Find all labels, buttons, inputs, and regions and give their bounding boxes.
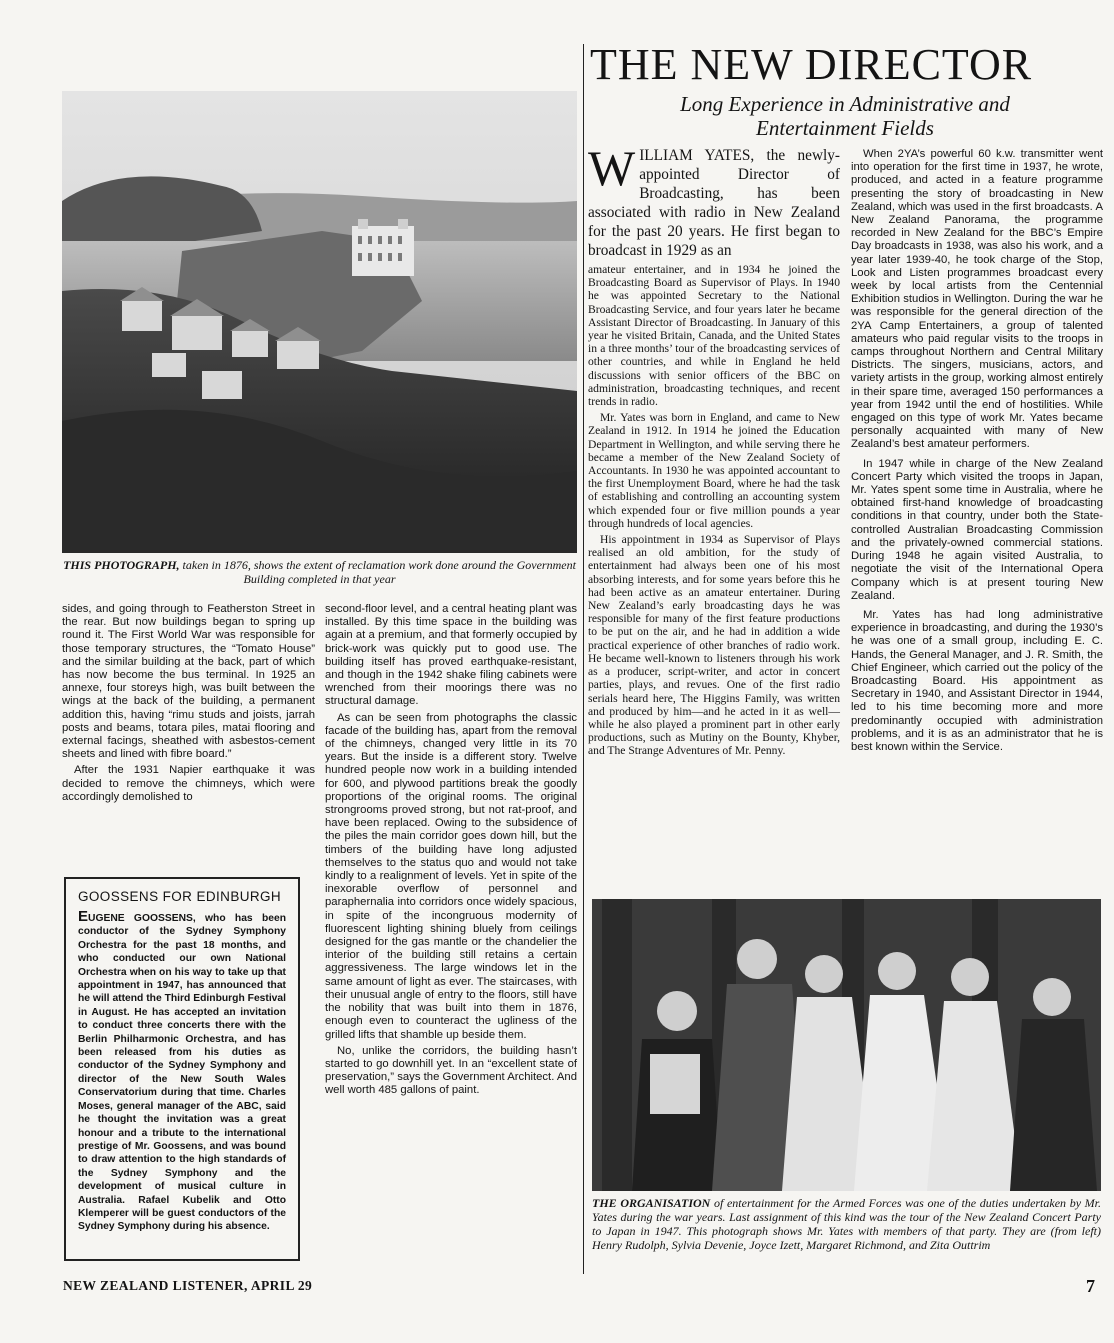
- article-dropcap: W: [588, 140, 636, 196]
- building-paragraph: sides, and going through to Featherston Street in the rear. But now buildings began to spring up round it. The First World War was responsible for those temporary structures, the “Tomato House” and the similar building at the back, part of which has now become the bus terminal. In 1925 an annexe, four storeys high, was built between the wings at the back of the building, a permanent addition this, having “rimu studs and joists, jarrah posts and beams, totara piles, matai flooring and external facings, sheathed with asbestos-cement sheets and lined with fibre board.”: [62, 603, 315, 761]
- masthead-footer: NEW ZEALAND LISTENER, APRIL 29: [63, 1278, 313, 1293]
- column-divider: [583, 44, 584, 1274]
- goossens-body: UGENE GOOSSENS, who has been conductor of the Sydney Symphony Orchestra for the past 18 months, and who conducted our own National Orchestra when on his way to take up that appointment in 1947, has announced that he will attend the Third Edinburgh Festival in August. He has accepted an invitation to conduct three concerts there with the Berlin Philharmonic Orchestra, and has been released from his duties as conductor of the Sydney Symphony and director of the New South Wales Conservatorium during that time. Charles Moses, general manager of the ABC, said he thought the invitation was a great honour and a tribute to the international prestige of Mr. Goossens, and was bound to draw attention to the high standards of the Sydney Symphony and the development of musical culture in Australia. Rafael Kubelik and Otto Klemperer will be guest conductors of the Sydney Symphony during his absence.: [78, 913, 286, 1233]
- goossens-box: [64, 877, 300, 1261]
- lead-caps: ILLIAM YATES,: [639, 147, 755, 164]
- building-article-col1: [62, 603, 315, 807]
- building-paragraph: As can be seen from photographs the classic facade of the building has, apart from the removal of the chimneys, changed very little in its 70 years. But the inside is a different story. Twelve hundred people now work in a building intended for 600, and plywood partitions break the goodly proportions of the original rooms. The original strongrooms proved strong, but not rat-proof, and have been replaced. Owing to the subsidence of the piles the main corridor goes down hill, but the timbers of the building have long adjusted themselves to the status quo and would not take kindly to a realignment of levels. Yet in spite of the inexorable overflow of personnel and paraphernalia into corridors once widely spacious, in spite of the incongruous modernity of fluorescent lighting shining bluely from ceilings designed for the gas mantle or the chandelier the interior of the building still retains a certain aggressiveness. The large windows let in the same amount of light as ever. The staircases, with their unusual angle of entry to the floors, still have the nobility that was built into them in 1876, enough even to counteract the ugliness of the grilled lifts that shamble up beside them.: [325, 711, 577, 1041]
- building-paragraph: second-floor level, and a central heating plant was installed. By this time space in the building was again at a premium, and that formerly occupied by brick-work was quickly put to good use. The building itself has proved earthquake-resistant, and though in the 1942 shake filing cabinets were wrenched from their moorings there was no structural damage.: [325, 603, 577, 708]
- reclamation-photo: [62, 91, 577, 553]
- article-paragraph: In 1947 while in charge of the New Zealand Concert Party which visited the troops in Japan, Mr. Yates spent some time in Australia, where he obtained first-hand knowledge of broadcasting conditions in that country, under both the State-controlled Australian Broadcasting Commission and the privately-owned commercial stations. During 1948 he again visited Australia, to negotiate the visit of the International Opera Company which is at present touring New Zealand.: [851, 457, 1103, 602]
- subhead-line2: Entertainment Fields: [756, 116, 934, 140]
- subhead-line1: Long Experience in Administrative and: [680, 92, 1010, 116]
- director-article-col1: [588, 140, 840, 761]
- lead-text: the newly-appointed Director of Broadcasting, has been associated with radio in New Zealand for the past 20 years. He first began to broadcast in 1929 as an: [588, 147, 840, 259]
- goossens-dropcap: E: [78, 908, 89, 925]
- director-article-col2: [851, 148, 1103, 757]
- concert-party-photo-art: [592, 899, 1101, 1191]
- caption-lead: THE ORGANISATION: [592, 1196, 711, 1210]
- caption-body: of entertainment for the Armed Forces was one of the duties undertaken by Mr. Yates during the war years. Last assignment of this kind was the tour of the New Zealand Concert Party to Japan in 1947. This photograph shows Mr. Yates with members of that party. They are (from left) Henry Rudolph, Sylvia Devenie, Joyce Izett, Margaret Richmond, and Zita Outtrim: [592, 1196, 1101, 1252]
- article-paragraph: His appointment in 1934 as Supervisor of Plays realised an old ambition, for the study of entertainment had always been one of his most absorbing interests, and for some years before this he had been active as an amateur entertainer. During New Zealand’s early broadcasting days he was responsible for many of the first feature productions to be put on the air, and he had in addition a wide practical experience of other branches of radio work. He became well-known to listeners through his work as a producer, script-writer, and actor in concert parties, plays, and revues. One of the first radio serials heard here, The Higgins Family, was written and produced by him—and he acted in it as well—while he also played a prominent part in other early productions, such as Mutiny on the Bounty, Khyber, and The Strange Adventures of Mr. Penny.: [588, 533, 840, 758]
- goossens-text: [78, 910, 286, 1234]
- article-paragraph: amateur entertainer, and in 1934 he joined the Broadcasting Board as Supervisor of Plays. In 1940 he was appointed Secretary to the National Broadcasting Service, and four years later he became Assistant Director of Broadcasting. In January of this year he visited Britain, Canada, and the United States in a three months’ tour of the broadcasting services of other countries, and while in England he held discussions with senior officers of the BBC on administration, broadcasting techniques, and recent trends in radio.: [588, 263, 840, 409]
- page-number: 7: [1086, 1276, 1096, 1296]
- caption-lead: THIS PHOTOGRAPH,: [63, 558, 180, 572]
- article-headline: THE NEW DIRECTOR: [590, 40, 1033, 89]
- article-paragraph: When 2YA’s powerful 60 k.w. transmitter went into operation for the first time in 1937, he wrote, produced, and acted in a feature programme presenting the story of broadcasting in New Zealand, which was used in the first broadcasts. A New Zealand Panorama, the programme recorded in New Zealand for the BBC’s Empire Day broadcasts in 1938, was also his work, and a year later 1939-40, he took charge of the Stop, Look and Listen programmes broadcast every week by local artists from the Centennial Exhibition studios in Wellington. During the war he was responsible for the general direction of the 2YA Camp Entertainers, a group of talented amateurs who paid regular visits to the troops in camps throughout Northern and Central Military Districts. The singers, musicians, actors, and variety artists in the group, working almost entirely in their spare time, averaged 150 performances a year from 1942 until the end of hostilities. While engaged on this type of work Mr. Yates became personally acquainted with many of New Zealand’s best amateur performers.: [851, 148, 1103, 451]
- reclamation-photo-caption: [62, 558, 577, 586]
- building-article-col2: [325, 603, 577, 1101]
- lead-paragraph: [588, 140, 840, 260]
- concert-party-caption: [592, 1196, 1101, 1252]
- article-paragraph: Mr. Yates was born in England, and came to New Zealand in 1912. In 1914 he joined the Education Department in Wellington, and while serving there he became a member of the New Zealand Society of Accountants. In 1930 he was appointed accountant to the first Unemployment Board, where he had the task of establishing and controlling an accounting system which expended four or five million pounds a year through hundreds of local agencies.: [588, 411, 840, 530]
- building-paragraph: After the 1931 Napier earthquake it was decided to remove the chimneys, which were accordingly demolished to: [62, 764, 315, 803]
- concert-party-photo: [592, 899, 1101, 1191]
- article-subhead: [590, 92, 1100, 140]
- reclamation-photo-art: [62, 91, 577, 553]
- caption-body: taken in 1876, shows the extent of reclamation work done around the Government Building completed in that year: [182, 558, 576, 586]
- article-paragraph: Mr. Yates has had long administrative experience in broadcasting, and during the 1930’s he was one of a small group, including E. C. Hands, the General Manager, and J. R. Smith, the Chief Engineer, which carried out the policy of the Broadcasting Board. His appointment as Secretary in 1940, and Assistant Director in 1944, led to his time becoming more and more predominantly occupied with administration problems, and it is as an administrator that he is best known within the Service.: [851, 608, 1103, 753]
- building-paragraph: No, unlike the corridors, the building hasn’t started to go downhill yet. In an “excellent state of preservation,” says the Government Architect. And well worth 485 gallons of paint.: [325, 1044, 577, 1097]
- goossens-title: GOOSSENS FOR EDINBURGH: [78, 889, 282, 904]
